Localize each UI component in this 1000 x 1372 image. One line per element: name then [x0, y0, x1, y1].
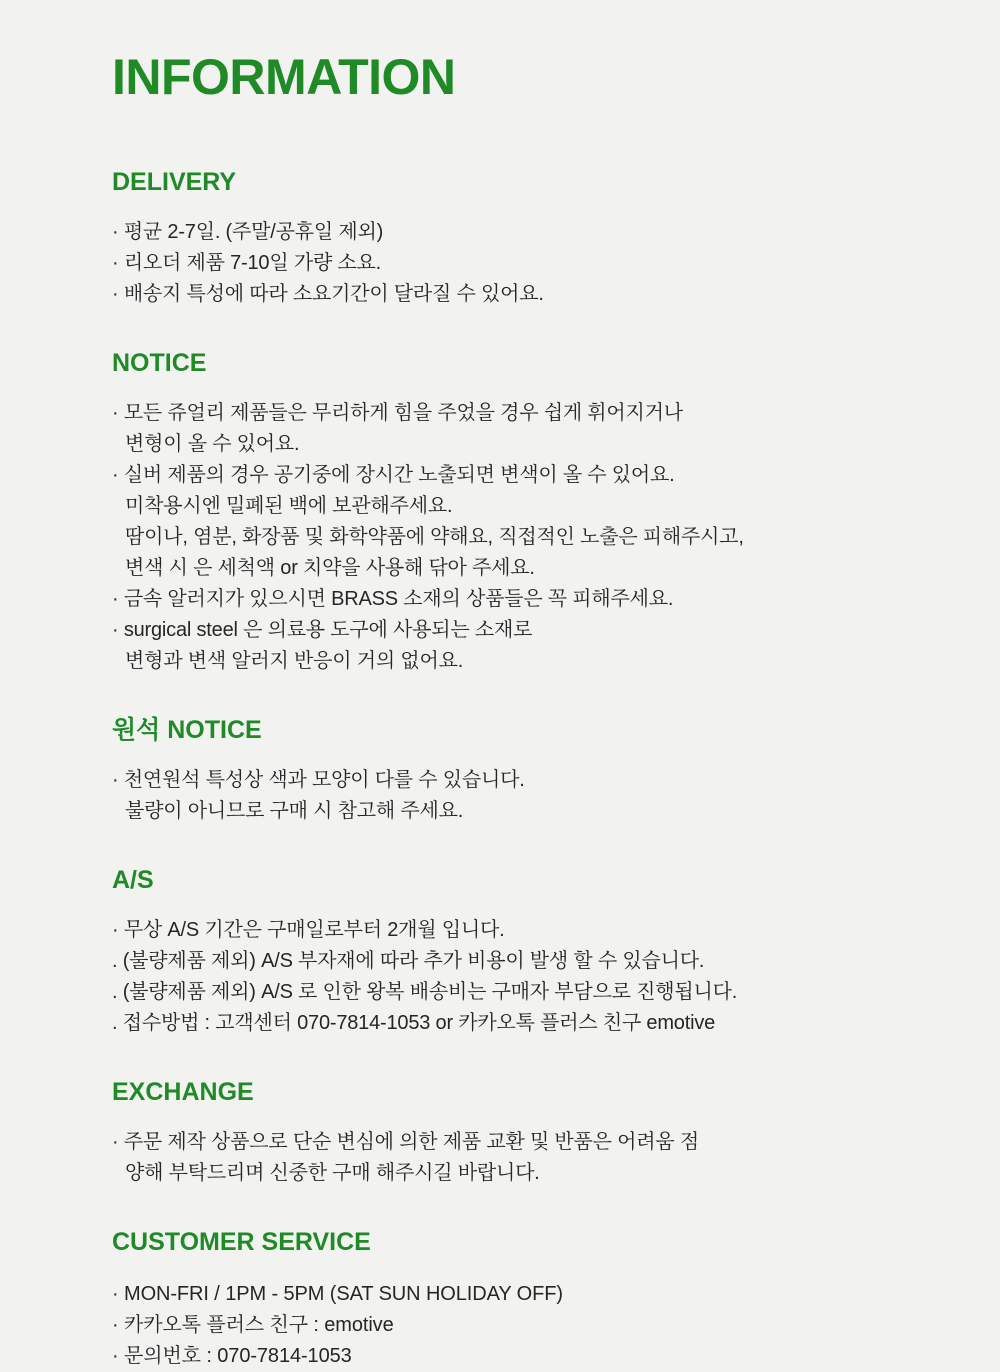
section-delivery: [112, 167, 930, 310]
list-item: 땀이나, 염분, 화장품 및 화학약품에 약해요, 직접적인 노출은 피해주시고,: [125, 526, 744, 548]
list-item: 불량이 아니므로 구매 시 참고해 주세요.: [125, 800, 464, 822]
section-body-delivery: [112, 217, 930, 310]
list-item: · 배송지 특성에 따라 소요기간이 달라질 수 있어요.: [112, 283, 544, 305]
list-item: · 천연원석 특성상 색과 모양이 다를 수 있습니다.: [112, 769, 525, 791]
section-as: [112, 865, 930, 1039]
section-heading-delivery: DELIVERY: [112, 168, 237, 196]
list-item: 미착용시엔 밀폐된 백에 보관해주세요.: [125, 495, 453, 517]
list-item: . (불량제품 제외) A/S 부자재에 따라 추가 비용이 발생 할 수 있습니다.: [112, 950, 705, 972]
section-body-notice: [112, 398, 930, 677]
list-item: · 카카오톡 플러스 친구 : emotive: [112, 1314, 394, 1336]
section-heading-exchange: EXCHANGE: [112, 1078, 254, 1106]
list-item: · 금속 알러지가 있으시면 BRASS 소재의 상품들은 꼭 피해주세요.: [112, 588, 674, 610]
list-item: · MON-FRI / 1PM - 5PM (SAT SUN HOLIDAY OFF): [112, 1283, 563, 1305]
list-item: · 리오더 제품 7-10일 가량 소요.: [112, 252, 382, 274]
section-heading-stone-notice: 원석 NOTICE: [112, 716, 262, 744]
list-item: 변색 시 은 세척액 or 치약을 사용해 닦아 주세요.: [125, 557, 535, 579]
list-item: . 접수방법 : 고객센터 070-7814-1053 or 카카오톡 플러스 친구 emotive: [112, 1012, 716, 1034]
list-item: 변형이 올 수 있어요.: [125, 433, 300, 455]
list-item: · 모든 쥬얼리 제품들은 무리하게 힘을 주었을 경우 쉽게 휘어지거나: [112, 402, 683, 424]
section-stone-notice: [112, 715, 930, 827]
list-item: · 무상 A/S 기간은 구매일로부터 2개월 입니다.: [112, 919, 505, 941]
section-exchange: [112, 1077, 930, 1189]
section-body-customer-service: [112, 1279, 930, 1372]
section-notice: [112, 348, 930, 677]
page-title: INFORMATION: [112, 49, 456, 105]
list-item: 변형과 변색 알러지 반응이 거의 없어요.: [125, 650, 464, 672]
section-heading-customer-service: CUSTOMER SERVICE: [112, 1228, 371, 1256]
list-item: · 주문 제작 상품으로 단순 변심에 의한 제품 교환 및 반품은 어려움 점: [112, 1131, 699, 1153]
section-body-as: [112, 915, 930, 1039]
list-item: · 평균 2-7일. (주말/공휴일 제외): [112, 221, 384, 243]
section-heading-as: A/S: [112, 866, 154, 894]
section-heading-notice: NOTICE: [112, 349, 207, 377]
list-item: · 실버 제품의 경우 공기중에 장시간 노출되면 변색이 올 수 있어요.: [112, 464, 675, 486]
list-item: . (불량제품 제외) A/S 로 인한 왕복 배송비는 구매자 부담으로 진행됩니다.: [112, 981, 738, 1003]
section-customer-service: [112, 1227, 930, 1372]
section-body-exchange: [112, 1127, 930, 1189]
list-item: · surgical steel 은 의료용 도구에 사용되는 소재로: [112, 619, 533, 641]
list-item: 양해 부탁드리며 신중한 구매 해주시길 바랍니다.: [125, 1162, 540, 1184]
section-body-stone-notice: [112, 765, 930, 827]
list-item: · 문의번호 : 070-7814-1053: [112, 1345, 352, 1367]
